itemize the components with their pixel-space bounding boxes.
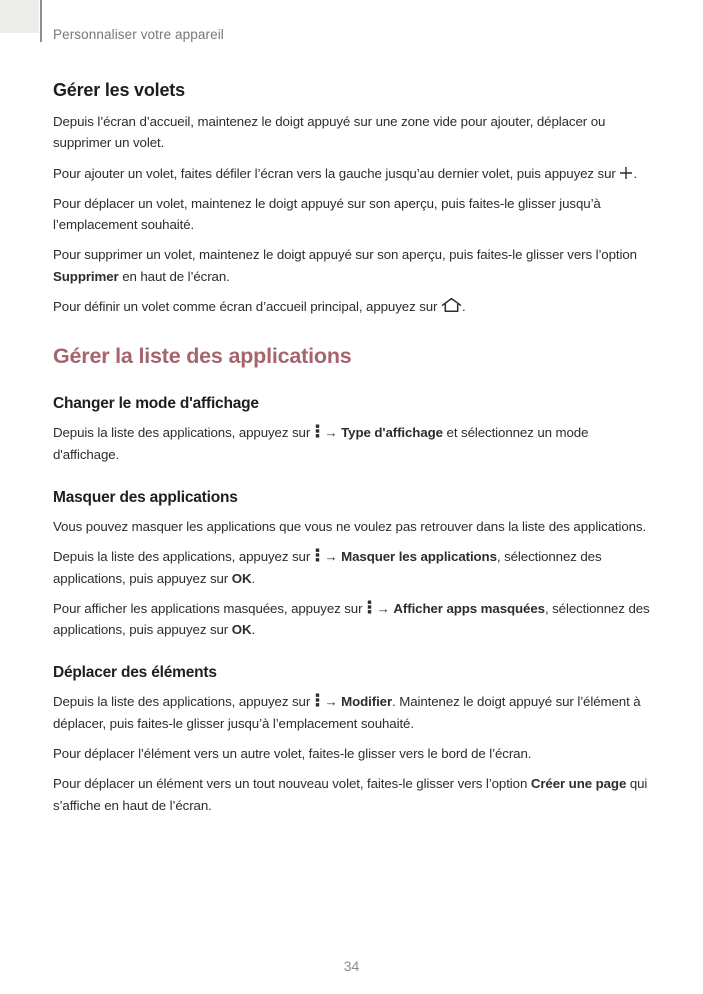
paragraph-definir-volet-principal (53, 296, 652, 317)
subsection-title-changer-mode-affichage: Changer le mode d'affichage (53, 395, 259, 413)
paragraph-afficher-apps-masquees (53, 598, 652, 641)
menu-label-creer-une-page: Créer une page (530, 776, 627, 792)
text-run: Pour ajouter un volet, faites défiler l’écran vers la gauche jusqu’au dernier volet, puis appuyez sur (53, 165, 620, 181)
text-run: . (251, 570, 256, 586)
paragraph-deplacer-volet (53, 193, 652, 236)
text-run: Depuis la liste des applications, appuyez sur (53, 694, 314, 710)
text-run: en haut de l’écran. (118, 268, 230, 284)
menu-dots-icon (367, 600, 372, 614)
button-label-ok: OK (231, 570, 252, 586)
paragraph-modifier (53, 691, 652, 734)
menu-label-supprimer: Supprimer (53, 268, 119, 284)
paragraph-creer-une-page (53, 773, 652, 816)
text-run: et sélectionnez un mode d'affichage. (53, 425, 589, 462)
menu-label-masquer-les-applications: Masquer les applications (341, 549, 497, 565)
text-run: , sélectionnez des applications, puis appuyez sur (53, 600, 650, 638)
text-run: Depuis la liste des applications, appuyez sur (53, 425, 314, 441)
plus-icon (619, 166, 633, 180)
text-run: qui s’affiche en haut de l’écran. (53, 776, 648, 813)
arrow-separator: → (320, 694, 342, 710)
section-title-gerer-les-volets: Gérer les volets (53, 80, 185, 100)
button-label-ok: OK (231, 622, 252, 638)
text-run: . (461, 299, 466, 315)
menu-label-type-affichage: Type d'affichage (341, 425, 443, 441)
paragraph-ajouter-volet (53, 163, 652, 184)
text-run: Pour déplacer un élément vers un tout nouveau volet, faites-le glisser vers l’option (53, 776, 531, 792)
text-run: Depuis l’écran d’accueil, maintenez le doigt appuyé sur une zone vide pour ajouter, déplacer ou supprimer un volet. (53, 114, 606, 151)
text-run: , sélectionnez des applications, puis appuyez sur (53, 549, 602, 586)
paragraph-masquer-applications (53, 546, 652, 589)
home-icon (441, 297, 462, 313)
paragraph-supprimer-volet (53, 244, 652, 287)
menu-dots-icon (315, 424, 320, 438)
subsection-title-masquer-applications: Masquer des applications (53, 488, 238, 506)
menu-dots-icon (315, 548, 320, 562)
text-run: Pour déplacer un volet, maintenez le doigt appuyé sur son aperçu, puis faites-le glisser jusqu’à l’emplacement souhaité. (53, 195, 601, 233)
page-corner-shade (0, 0, 39, 33)
menu-label-afficher-apps-masquees: Afficher apps masquées (393, 600, 545, 616)
arrow-separator: → (320, 425, 342, 441)
menu-label-modifier: Modifier (341, 694, 393, 710)
text-run: . Maintenez le doigt appuyé sur l’élément à déplacer, puis faites-le glisser jusqu’à l’emplacement souhaité. (53, 694, 641, 731)
text-run: Vous pouvez masquer les applications que vous ne voulez pas retrouver dans la liste des applications. (53, 518, 647, 534)
header-vertical-rule (40, 0, 42, 42)
section-title-gerer-liste-applications: Gérer la liste des applications (53, 344, 352, 369)
arrow-separator: → (320, 549, 342, 565)
text-run: Pour supprimer un volet, maintenez le doigt appuyé sur son aperçu, puis faites-le glisser vers l’option (53, 247, 637, 263)
menu-dots-icon (315, 693, 320, 707)
text-run: Pour déplacer l’élément vers un autre volet, faites-le glisser vers le bord de l’écran. (53, 746, 532, 762)
paragraph-masquer-intro (53, 516, 652, 537)
page-content (53, 0, 652, 825)
arrow-separator: → (373, 600, 394, 616)
text-run: . (251, 622, 256, 638)
chapter-header: Personnaliser votre appareil (53, 27, 224, 42)
paragraph-volets-intro (53, 111, 652, 154)
paragraph-type-affichage (53, 422, 652, 465)
text-run: Pour définir un volet comme écran d’accueil principal, appuyez sur (53, 299, 441, 315)
text-run: . (633, 165, 637, 181)
text-run: Pour afficher les applications masquées, appuyez sur (53, 600, 367, 616)
paragraph-deplacer-autre-volet (53, 743, 652, 764)
page-number: 34 (343, 958, 360, 974)
subsection-title-deplacer-elements: Déplacer des éléments (53, 664, 217, 682)
text-run: Depuis la liste des applications, appuyez sur (53, 549, 314, 565)
